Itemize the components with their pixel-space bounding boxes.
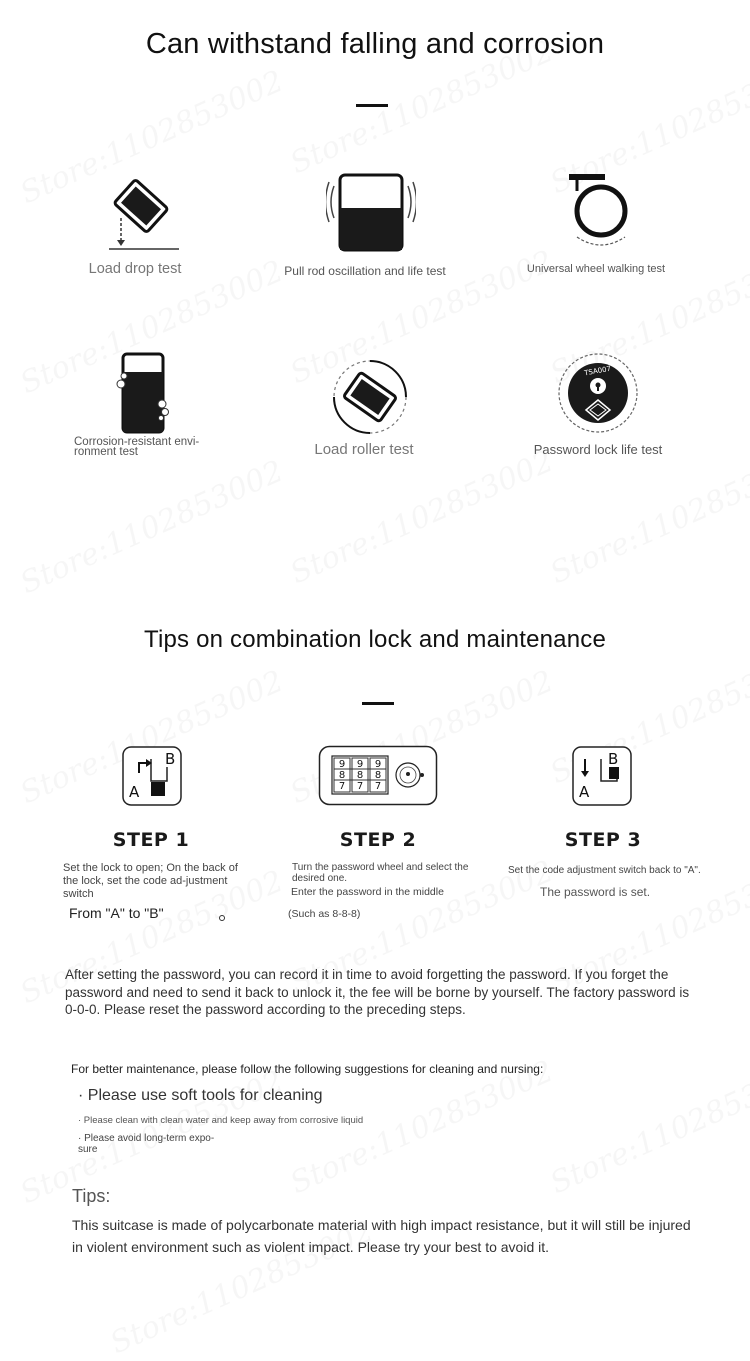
universal-wheel-icon	[563, 171, 635, 253]
step-text: Set the code adjustment switch back to "A".	[508, 865, 701, 876]
lock-badge-text: TSA007	[583, 364, 612, 378]
wheel-digit: 8	[338, 770, 346, 781]
corrosion-icon	[113, 352, 173, 434]
test-label: Password lock life test	[533, 442, 663, 457]
test-label: Universal wheel walking test	[526, 263, 666, 275]
maintenance-intro: For better maintenance, please follow the following suggestions for cleaning and nursing:	[71, 1062, 544, 1076]
wheel-digit: 8	[374, 770, 382, 781]
password-lock-icon	[556, 352, 640, 434]
switch-a-to-b-icon	[121, 745, 183, 807]
step-text-2: Enter the password in the middle	[291, 886, 444, 898]
step-text-2: The password is set.	[540, 885, 651, 899]
test-label: Pull rod oscillation and life test	[284, 264, 446, 278]
step-text: Turn the password wheel and select the desired one.	[292, 862, 469, 884]
step-title: STEP 2	[339, 829, 417, 851]
step-title: STEP 1	[112, 829, 190, 851]
section1-title: Can withstand falling and corrosion	[145, 28, 605, 60]
title-divider	[356, 104, 388, 107]
step-extra: From "A" to "B"	[69, 905, 164, 921]
load-drop-icon	[105, 172, 183, 252]
watermark	[545, 444, 750, 591]
watermark	[15, 454, 288, 601]
step-title: STEP 3	[564, 829, 642, 851]
tips-heading: Tips:	[72, 1186, 111, 1206]
wheel-digit: 9	[356, 759, 364, 770]
load-roller-icon	[330, 357, 412, 437]
wheel-digit: 9	[374, 759, 382, 770]
dot-marker	[219, 915, 225, 921]
letter-a: A	[579, 783, 590, 801]
password-wheel-icon	[318, 745, 438, 807]
password-note: After setting the password, you can record it in time to avoid forgetting the password. If you forget the password and need to send it back to unlock it, the fee will be borne by yourself. The factory password is 0-0-0. Please reset the password according to the preceding steps.	[65, 967, 690, 1017]
wheel-digit: 7	[338, 781, 346, 792]
section2-title: Tips on combination lock and maintenance	[143, 626, 607, 653]
pull-rod-icon	[326, 172, 416, 252]
step-extra: (Such as 8-8-8)	[288, 908, 361, 920]
test-label: Load drop test	[88, 261, 182, 277]
wheel-digit: 7	[374, 781, 382, 792]
test-label: Load roller test	[314, 441, 414, 458]
maintenance-item: · Please use soft tools for cleaning	[78, 1087, 323, 1104]
wheel-digit: 7	[356, 781, 364, 792]
title-divider	[362, 702, 394, 705]
watermark	[285, 444, 558, 591]
maintenance-item: · Please avoid long-term expo- sure	[78, 1133, 215, 1155]
maintenance-item: · Please clean with clean water and keep away from corrosive liquid	[78, 1115, 364, 1126]
wheel-digit: 8	[356, 770, 364, 781]
letter-b: B	[608, 750, 619, 768]
step-text: Set the lock to open; On the back of the lock, set the code ad-justment switch	[63, 862, 238, 900]
switch-b-to-a-icon	[571, 745, 633, 807]
letter-b: B	[165, 750, 176, 768]
letter-a: A	[129, 783, 140, 801]
tips-text: This suitcase is made of polycarbonate material with high impact resistance, but it will still be injured in violent environment such as violent impact. Please try your best to avoid it.	[72, 1217, 691, 1255]
test-label: Corrosion-resistant envi- ronment test	[74, 436, 200, 458]
wheel-digit: 9	[338, 759, 346, 770]
